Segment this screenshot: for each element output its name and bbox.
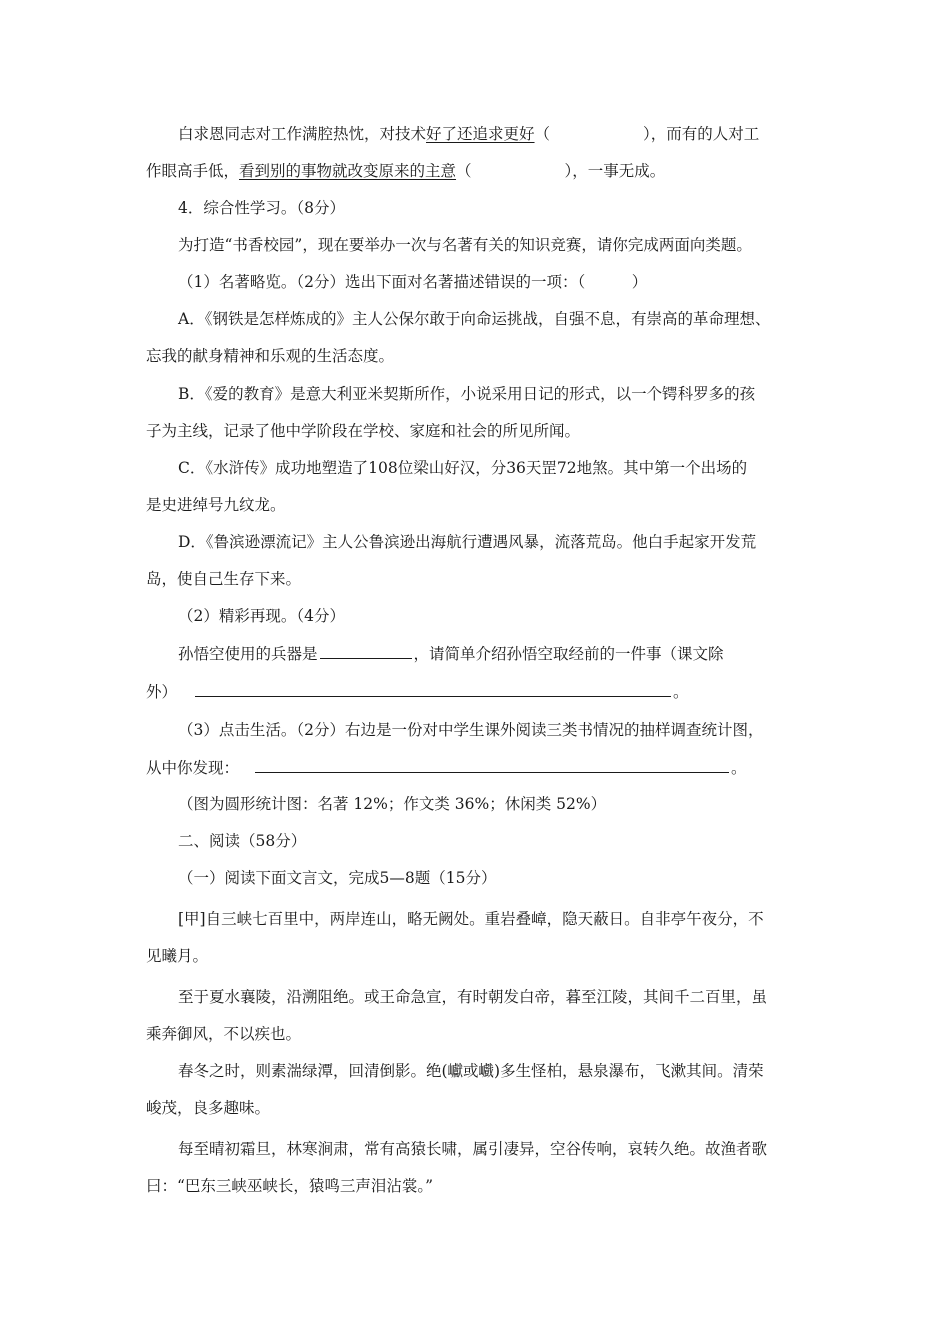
q4-part2-text: 。 [673,683,689,701]
q4-part3-text: 从中你发现： [146,759,240,777]
q4-intro: 为打造“书香校园”，现在要举办一次与名著有关的知识竞赛，请你完成两面向类题。 [178,236,752,254]
section-2-subtitle: （一）阅读下面文言文，完成5—8题（15分） [178,869,497,887]
underlined-phrase-1: 好了还追求更好 [426,125,535,143]
option-a-line-2: 忘我的献身精神和乐观的生活态度。 [146,347,395,365]
q4-title: 4．综合性学习。（8分） [178,199,345,217]
q4-part2-text: ，请简单介绍孙悟空取经前的一件事（课文除 [413,645,724,663]
option-b-line-2: 子为主线，记录了他中学阶段在学校、家庭和社会的所见所闻。 [146,422,581,440]
section-2-title: 二、阅读（58分） [178,832,307,850]
q4-part3-line-1: （3）点击生活。（2分）右边是一份对中学生课外阅读三类书情况的抽样调查统计图， [178,721,764,739]
option-c-line-1: C．《水浒传》成功地塑造了108位梁山好汉，分36天罡72地煞。其中第一个出场的 [178,459,748,477]
story-answer-blank[interactable] [195,681,671,697]
discovery-answer-blank[interactable] [255,757,729,773]
q4-part2-text: 外） [146,683,178,701]
underlined-phrase-2: 看到别的事物就改变原来的主意 [239,162,457,180]
chart-note: （图为圆形统计图：名著 12%；作文类 36%；休闲类 52%） [178,795,607,813]
option-a-line-1: A．《钢铁是怎样炼成的》主人公保尔敢于向命运挑战，自强不息，有崇高的革命理想、 [178,310,771,328]
q3-text: 作眼高手低， [146,162,240,180]
passage-p2-line-1: 至于夏水襄陵，沿溯阻绝。或王命急宣，有时朝发白帝，暮至江陵，其间千二百里，虽 [178,988,768,1006]
passage-p4-line-2: 曰：“巴东三峡巫峡长，猿鸣三声泪沾裳。” [146,1177,434,1195]
option-c-line-2: 是史进绰号九纹龙。 [146,496,286,514]
q4-part2: （2）精彩再现。（4分） [178,607,345,625]
q3-line-1 [178,124,759,144]
q4-part2-question [178,643,724,664]
answer-blank-2[interactable]: （ ） [456,162,573,180]
q4-part2-answer-line [146,681,689,702]
option-b-line-1: B．《爱的教育》是意大利亚米契斯所作，小说采用日记的形式，以一个锷科罗多的孩 [178,385,756,403]
q4-part1: （1）名著略览。（2分）选出下面对名著描述错误的一项：（ ） [178,273,648,291]
option-d-line-1: D．《鲁滨逊漂流记》主人公鲁滨逊出海航行遭遇风暴，流落荒岛。他白手起家开发荒 [178,533,757,551]
passage-p4-line-1: 每至晴初霜旦，林寒涧肃，常有高猿长啸，属引凄异，空谷传响，哀转久绝。故渔者歌 [178,1140,768,1158]
q3-text: 白求恩同志对工作满腔热忱，对技术 [178,125,427,143]
weapon-answer-blank[interactable] [320,643,412,659]
q4-part2-text: 孙悟空使用的兵器是 [178,645,318,663]
q3-text: ，而有的人对工 [650,125,760,143]
q4-part3-line-2 [146,757,747,778]
passage-p1-line-1: [甲]自三峡七百里中，两岸连山，略无阙处。重岩叠嶂，隐天蔽日。自非亭午夜分，不 [178,910,764,928]
q4-part3-text: 。 [731,759,747,777]
passage-p1-line-2: 见曦月。 [146,947,209,965]
q3-line-2 [146,161,665,181]
passage-p2-line-2: 乘奔御风，不以疾也。 [146,1025,302,1043]
passage-p3-line-1: 春冬之时，则素湍绿潭，回清倒影。绝(巘或巇)多生怪柏，悬泉瀑布，飞漱其间。清荣 [178,1062,764,1080]
q3-text: ，一事无成。 [572,162,666,180]
option-d-line-2: 岛，使自己生存下来。 [146,570,302,588]
answer-blank-1[interactable]: （ ） [534,125,651,143]
passage-p3-line-2: 峻茂，良多趣味。 [146,1099,271,1117]
